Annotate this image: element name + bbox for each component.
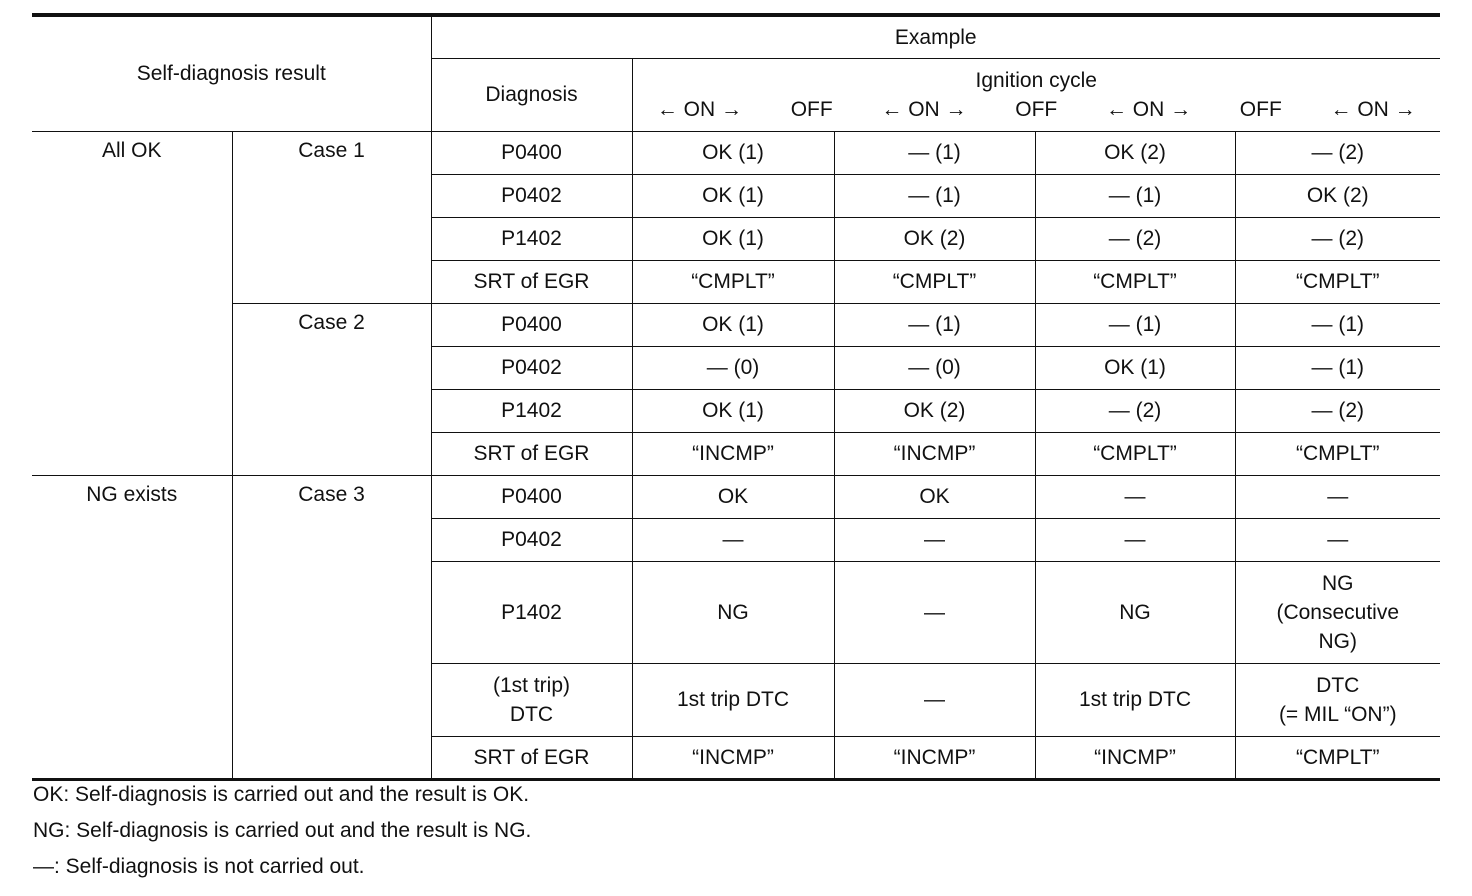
cycle-value-cell: OK (2) (1235, 174, 1440, 217)
cycle-value-cell: — (1) (834, 303, 1035, 346)
table-row (32, 131, 1440, 174)
cycle-value-cell: “CMPLT” (1035, 260, 1235, 303)
cycle-step: ← ON → (1330, 97, 1416, 121)
cycle-value-cell: “CMPLT” (1235, 432, 1440, 475)
diagnosis-cell: (1st trip) DTC (431, 663, 632, 736)
cycle-value-cell: OK (632, 475, 834, 518)
cycle-value-cell: 1st trip DTC (1035, 663, 1235, 736)
case-cell: Case 3 (232, 475, 431, 779)
table-row (32, 303, 1440, 346)
cycle-value-cell: — (0) (632, 346, 834, 389)
result-cell: NG exists (32, 475, 232, 779)
cycle-value-cell: — (834, 518, 1035, 561)
cycle-value-cell: — (2) (1035, 389, 1235, 432)
cycle-value-cell: — (632, 518, 834, 561)
cycle-value-cell: OK (1) (1035, 346, 1235, 389)
cycle-value-cell: “INCMP” (1035, 736, 1235, 779)
cycle-value-cell: “INCMP” (632, 432, 834, 475)
header-diagnosis: Diagnosis (431, 58, 632, 131)
cycle-value-cell: 1st trip DTC (632, 663, 834, 736)
cycle-value-cell: “CMPLT” (834, 260, 1035, 303)
cycle-value-cell: “CMPLT” (1235, 260, 1440, 303)
cycle-step: OFF (1015, 97, 1058, 121)
diagnosis-cell: P0400 (431, 131, 632, 174)
ignition-cycle-steps (633, 95, 1441, 124)
cycle-value-cell: OK (1) (632, 174, 834, 217)
cycle-value-cell: — (1035, 518, 1235, 561)
diagnosis-cell: SRT of EGR (431, 736, 632, 779)
cycle-value-cell: — (1) (834, 131, 1035, 174)
case-cell: Case 2 (232, 303, 431, 475)
cycle-value-cell: “CMPLT” (632, 260, 834, 303)
srt-table (32, 13, 1440, 781)
ignition-cycle-label: Ignition cycle (975, 68, 1097, 92)
cycle-value-cell: — (1) (1235, 346, 1440, 389)
header-self-diagnosis: Self-diagnosis result (32, 15, 431, 131)
cycle-value-cell: OK (1) (632, 217, 834, 260)
cycle-value-cell: — (1235, 518, 1440, 561)
cycle-value-cell: “CMPLT” (1035, 432, 1235, 475)
cycle-value-cell: NG (Consecutive NG) (1235, 561, 1440, 663)
cycle-value-cell: OK (2) (834, 389, 1035, 432)
diagnosis-cell: P0402 (431, 346, 632, 389)
note-line: OK: Self-diagnosis is carried out and the result is OK. (33, 783, 530, 806)
cycle-value-cell: — (1235, 475, 1440, 518)
diagnosis-cell: SRT of EGR (431, 260, 632, 303)
cycle-value-cell: OK (1) (632, 389, 834, 432)
cycle-value-cell: OK (1) (632, 303, 834, 346)
result-cell: All OK (32, 131, 232, 475)
cycle-value-cell: “INCMP” (834, 736, 1035, 779)
note-line: —: Self-diagnosis is not carried out. (33, 855, 365, 878)
diagnosis-cell: P1402 (431, 561, 632, 663)
cycle-value-cell: “INCMP” (632, 736, 834, 779)
cycle-step: ← ON → (656, 97, 743, 121)
diagnosis-cell: P1402 (431, 217, 632, 260)
table-row (32, 475, 1440, 518)
cycle-value-cell: — (1) (1035, 303, 1235, 346)
cycle-value-cell: — (2) (1035, 217, 1235, 260)
cycle-step: OFF (790, 97, 833, 121)
cycle-value-cell: — (834, 663, 1035, 736)
cycle-value-cell: — (2) (1235, 217, 1440, 260)
cycle-value-cell: OK (834, 475, 1035, 518)
diagnosis-cell: P0402 (431, 518, 632, 561)
cycle-value-cell: — (2) (1235, 131, 1440, 174)
diagnosis-cell: SRT of EGR (431, 432, 632, 475)
cycle-value-cell: — (1) (1235, 303, 1440, 346)
cycle-value-cell: — (1035, 475, 1235, 518)
diagnosis-cell: P0400 (431, 303, 632, 346)
diagnosis-cell: P0400 (431, 475, 632, 518)
note-line: NG: Self-diagnosis is carried out and the result is NG. (33, 819, 532, 842)
header-ignition (632, 58, 1440, 131)
legend-notes (33, 781, 531, 889)
case-cell: Case 1 (232, 131, 431, 303)
header-example: Example (431, 15, 1440, 58)
cycle-value-cell: — (1) (1035, 174, 1235, 217)
cycle-step: ← ON → (881, 97, 967, 121)
cycle-step: ← ON → (1105, 97, 1192, 121)
cycle-value-cell: OK (1) (632, 131, 834, 174)
cycle-value-cell: “CMPLT” (1235, 736, 1440, 779)
cycle-value-cell: NG (632, 561, 834, 663)
cycle-value-cell: DTC (= MIL “ON”) (1235, 663, 1440, 736)
cycle-value-cell: — (1) (834, 174, 1035, 217)
cycle-value-cell: — (834, 561, 1035, 663)
diagnosis-cell: P0402 (431, 174, 632, 217)
cycle-step: OFF (1239, 97, 1282, 121)
cycle-value-cell: — (0) (834, 346, 1035, 389)
cycle-value-cell: — (2) (1235, 389, 1440, 432)
cycle-value-cell: “INCMP” (834, 432, 1035, 475)
cycle-value-cell: NG (1035, 561, 1235, 663)
cycle-value-cell: OK (2) (1035, 131, 1235, 174)
diagnosis-cell: P1402 (431, 389, 632, 432)
cycle-value-cell: OK (2) (834, 217, 1035, 260)
